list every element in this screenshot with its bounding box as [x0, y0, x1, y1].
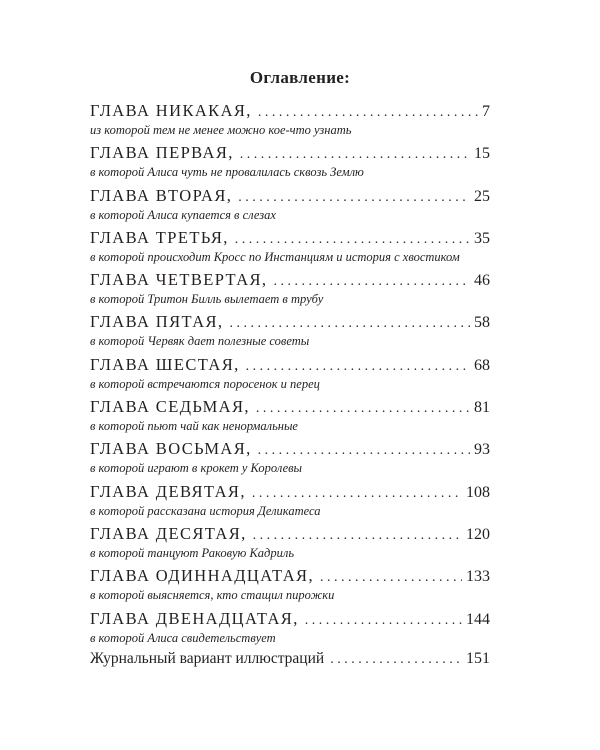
- toc-row: [90, 227, 490, 249]
- chapter-name: ГЛАВА СЕДЬМАЯ,: [90, 397, 250, 417]
- chapter-name: ГЛАВА ОДИННАДЦАТАЯ,: [90, 566, 314, 586]
- chapter-name: ГЛАВА ШЕСТАЯ,: [90, 354, 240, 374]
- page-number: 151: [466, 650, 490, 667]
- toc-entry[interactable]: [90, 354, 490, 396]
- chapter-subtitle: в которой играют в крокет у Королевы: [90, 461, 303, 476]
- toc-row: [90, 523, 490, 545]
- dot-leader: [256, 398, 470, 420]
- toc-row: [90, 648, 490, 670]
- dot-leader: [258, 440, 470, 462]
- toc-row: [90, 142, 490, 164]
- chapter-subtitle: в которой Алиса свидетельствует: [90, 630, 276, 645]
- page-number: 120: [466, 525, 490, 543]
- toc-entry[interactable]: [90, 227, 490, 269]
- dot-leader: [235, 229, 470, 251]
- chapter-name: ГЛАВА ДЕСЯТАЯ,: [90, 523, 247, 543]
- toc-row: [90, 481, 490, 503]
- chapter-subtitle: в которой происходит Кросс по Инстанциям и история с хвостиком: [90, 249, 460, 264]
- chapter-subtitle: в которой Алиса купается в слезах: [90, 207, 276, 222]
- chapter-subtitle: в которой выясняется, кто стащил пирожки: [90, 588, 335, 603]
- toc-entry[interactable]: [90, 185, 490, 227]
- toc-row: [90, 396, 490, 418]
- dot-leader: [273, 271, 470, 293]
- toc-entry[interactable]: [90, 523, 490, 565]
- page-number: 46: [474, 272, 490, 290]
- chapter-subtitle: в которой Алиса чуть не провалилась сквозь Землю: [90, 165, 364, 180]
- toc-row: [90, 354, 490, 376]
- toc-entry[interactable]: [90, 311, 490, 353]
- chapter-subtitle: в которой танцуют Раковую Кадриль: [90, 545, 295, 560]
- toc-title: Оглавление:: [249, 68, 351, 87]
- toc-row: [90, 311, 490, 333]
- toc-row: [90, 269, 490, 291]
- toc-row: [90, 438, 490, 460]
- chapter-name: ГЛАВА НИКАКАЯ,: [90, 101, 252, 120]
- dot-leader: [320, 567, 462, 589]
- dot-leader: [258, 102, 478, 124]
- toc-row: [90, 100, 490, 122]
- chapter-subtitle: из которой тем не менее можно кое-что узнать: [90, 123, 352, 137]
- dot-leader: [238, 187, 470, 209]
- dot-leader: [229, 313, 470, 335]
- page-number: 15: [474, 145, 490, 163]
- chapter-name: ГЛАВА ДЕВЯТАЯ,: [90, 481, 246, 501]
- chapter-subtitle: в которой Тритон Билль вылетает в трубу: [90, 292, 324, 307]
- page-number: 68: [474, 356, 490, 374]
- chapter-name: ГЛАВА ВОСЬМАЯ,: [90, 439, 252, 459]
- page-number: 58: [474, 314, 490, 332]
- page-number: 35: [474, 229, 490, 247]
- dot-leader: [253, 525, 462, 547]
- dot-leader: [246, 356, 470, 378]
- dot-leader: [330, 649, 462, 671]
- section-name: Журнальный вариант иллюстраций: [90, 650, 325, 667]
- page-number: 81: [474, 399, 490, 417]
- chapter-name: ГЛАВА ТРЕТЬЯ,: [90, 227, 229, 247]
- dot-leader: [252, 483, 462, 505]
- page-number: 108: [466, 483, 490, 501]
- chapter-subtitle: в которой Червяк дает полезные советы: [90, 334, 310, 349]
- toc-entry[interactable]: [90, 438, 490, 480]
- chapter-name: ГЛАВА ДВЕНАДЦАТАЯ,: [90, 608, 299, 628]
- chapter-name: ГЛАВА ПЯТАЯ,: [90, 312, 224, 332]
- chapter-subtitle: в которой рассказана история Деликатеса: [90, 503, 321, 518]
- chapter-subtitle: в которой встречаются поросенок и перец: [90, 376, 320, 391]
- toc-entry[interactable]: [90, 608, 490, 650]
- dot-leader: [305, 610, 462, 632]
- chapter-name: ГЛАВА ЧЕТВЕРТАЯ,: [90, 270, 268, 290]
- toc-entry[interactable]: [90, 565, 490, 607]
- toc-entry-illustrations[interactable]: [90, 648, 490, 670]
- page-number: 144: [466, 610, 490, 628]
- chapter-subtitle: в которой пьют чай как ненормальные: [90, 419, 298, 434]
- page-number: 133: [466, 568, 490, 586]
- chapter-name: ГЛАВА ВТОРАЯ,: [90, 185, 233, 205]
- toc-entry[interactable]: [90, 396, 490, 438]
- page-number: 7: [482, 103, 490, 120]
- toc-row: [90, 565, 490, 587]
- toc-entry[interactable]: [90, 142, 490, 184]
- page-number: 25: [474, 187, 490, 205]
- toc-entry[interactable]: [90, 481, 490, 523]
- toc-entry[interactable]: [90, 100, 490, 142]
- chapter-name: ГЛАВА ПЕРВАЯ,: [90, 143, 234, 163]
- page-number: 93: [474, 441, 490, 459]
- toc-row: [90, 185, 490, 207]
- toc-list: [90, 100, 490, 650]
- dot-leader: [240, 144, 470, 166]
- toc-row: [90, 608, 490, 630]
- toc-entry[interactable]: [90, 269, 490, 311]
